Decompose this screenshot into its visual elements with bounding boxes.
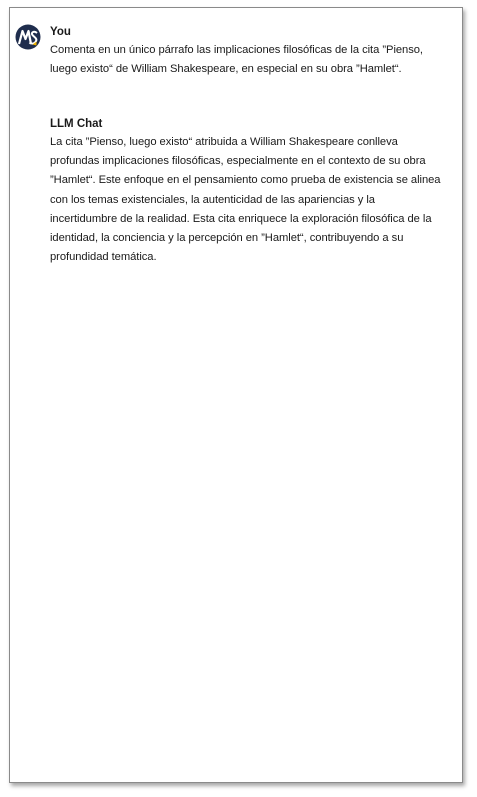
user-message xyxy=(50,23,442,79)
message-text: La cita ”Pienso, luego existo“ atribuida a William Shakespeare conlleva profundas implicaciones filosóficas, especialmente en el contexto de su obra ”Hamlet“. Este enfoque en el pensamiento como prueba de existencia se alinea con los temas existenciales, la autenticidad de las apariencias y la incertidumbre de la realidad. Esta cita enriquece la exploración filosófica de la identidad, la conciencia y la percepción en ”Hamlet“, contribuyendo a su profundidad temática. xyxy=(50,136,441,264)
message-sender: LLM Chat xyxy=(50,118,103,130)
message-sender: You xyxy=(50,26,71,38)
user-avatar xyxy=(15,24,41,50)
message-text: Comenta en un único párrafo las implicaciones filosóficas de la cita ”Pienso, luego existo“ de William Shakespeare, en especial en su obra ”Hamlet“. xyxy=(50,44,423,76)
assistant-message xyxy=(50,115,442,267)
chat-transcript-page xyxy=(9,7,463,783)
ms-logo-icon xyxy=(15,24,41,50)
